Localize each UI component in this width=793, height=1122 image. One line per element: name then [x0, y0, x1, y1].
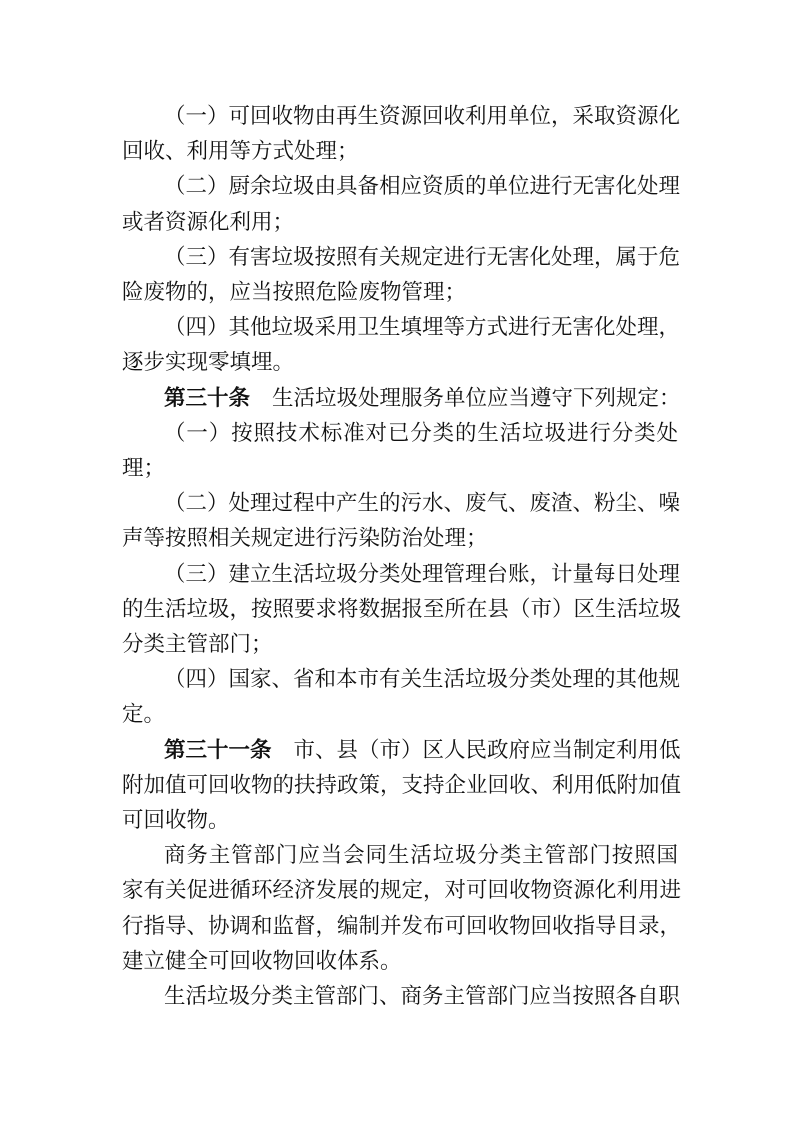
article-30-line: 第三十条 生活垃圾处理服务单位应当遵守下列规定：	[164, 386, 681, 411]
text-line: （二）处理过程中产生的污水、废气、废渣、粉尘、噪	[164, 491, 681, 516]
text-line: （三）建立生活垃圾分类处理管理台账，计量每日处理	[164, 562, 681, 587]
text-line: （一）可回收物由再生资源回收利用单位，采取资源化	[164, 104, 681, 129]
text-line: 声等按照相关规定进行污染防治处理；	[122, 526, 488, 551]
text-line: 附加值可回收物的扶持政策，支持企业回收、利用低附加值	[122, 773, 682, 798]
text-line: 可回收物。	[122, 808, 230, 833]
text-line: 生活垃圾分类主管部门、商务主管部门应当按照各自职	[164, 984, 681, 1009]
article-31-heading: 第三十一条	[164, 738, 272, 763]
text-line: 行指导、协调和监督，编制并发布可回收物回收指导目录，	[122, 914, 682, 939]
text-line: （一）按照技术标准对已分类的生活垃圾进行分类处	[164, 421, 678, 446]
text-line: 的生活垃圾，按照要求将数据报至所在县（市）区生活垃圾	[122, 597, 682, 622]
text-line: （二）厨余垃圾由具备相应资质的单位进行无害化处理	[164, 174, 681, 199]
text-line: 分类主管部门；	[122, 632, 273, 657]
text-line: （四）其他垃圾采用卫生填埋等方式进行无害化处理，	[164, 315, 681, 340]
text-line: 家有关促进循环经济发展的规定，对可回收物资源化利用进	[122, 878, 682, 903]
text-line: 险废物的，应当按照危险废物管理；	[122, 280, 467, 305]
text-line: 逐步实现零填埋。	[122, 350, 295, 375]
text-line: 商务主管部门应当会同生活垃圾分类主管部门按照国	[164, 843, 678, 868]
text-line: （三）有害垃圾按照有关规定进行无害化处理，属于危	[164, 245, 681, 270]
text-line: 定。	[122, 702, 166, 727]
text-line: （四）国家、省和本市有关生活垃圾分类处理的其他规	[164, 667, 681, 692]
text-line: 回收、利用等方式处理；	[122, 139, 359, 164]
text-line: 或者资源化利用；	[122, 210, 295, 235]
article-30-heading: 第三十条	[164, 386, 251, 411]
text-line: 建立健全可回收物回收体系。	[122, 949, 402, 974]
article-31-line: 第三十一条 市、县（市）区人民政府应当制定利用低	[164, 738, 681, 763]
text-line: 理；	[122, 456, 166, 481]
